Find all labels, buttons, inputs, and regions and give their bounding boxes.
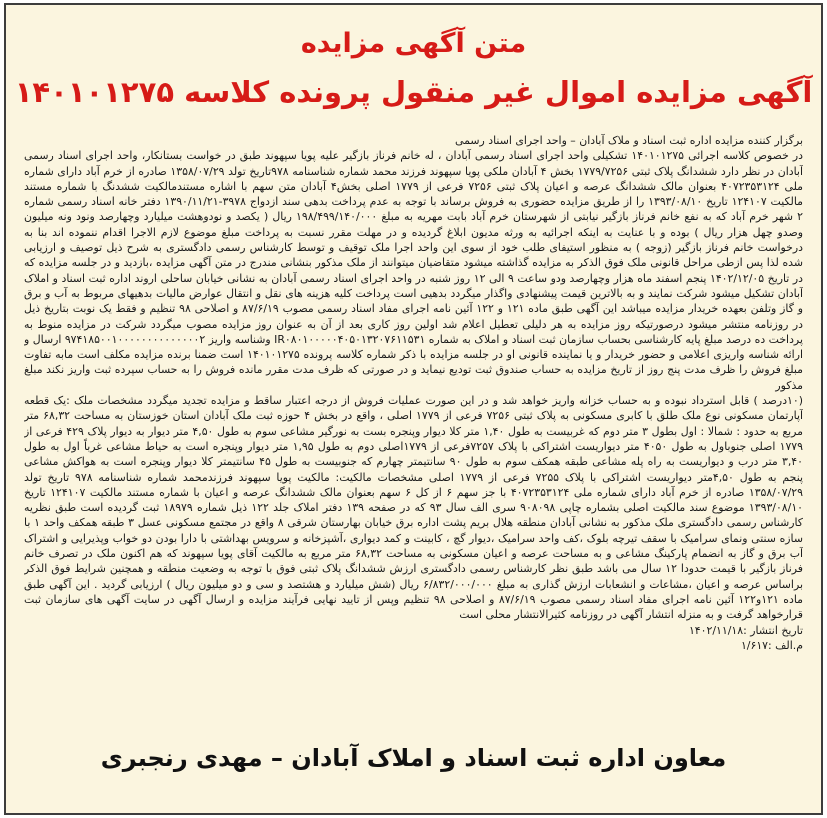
notice-title: متن آگهی مزایده [300,28,527,59]
reference-number: م.الف :۱/۶۱۷ [740,638,803,652]
body-paragraph-organizer: برگزار کننده مزایده اداره ثبت اسناد و ملاک آبادان – واحد اجرای اسناد رسمی [455,134,803,147]
notice-body [24,133,803,741]
signature-line: معاون اداره ثبت اسناد و املاک آبادان – مهدی رنجبری [100,744,727,772]
body-paragraph-main: در خصوص کلاسه اجرائی ۱۴۰۱۰۱۲۷۵ تشکیلی واحد اجرای اسناد رسمی آبادان ، له خانم فرناز بازگیر علیه پویا سپهوند طبق در خواست بستانکار، واحد اجرای اسناد رسمی آبادان در نظر دارد ششدانگ پلاک ثبتی ۱۷۷۹/۷۲۵۶ بخش ۴ آبادان ملکی پویا سپهوند فرزند محمد شماره شناسنامه ۹۷۸تاریخ تولد ۱۳۵۸/۰۷/۲۹ صادره از خرم آباد دارای شماره ملی ۴۰۷۲۳۵۳۱۲۴ بعنوان مالک ششدانگ عرصه و اعیان پلاک ثبتی ۷۲۵۶ فرعی از ۱۷۷۹ اصلی بخش۴ آبادان متن سهم با اشاره مستندمالکیت ششدنگ با شماره مستند مالکیت ۱۲۴۱۰۷ تاریخ ۱۳۹۳/۰۸/۱۰ را از طریق مزایده حضوری به فروش برساند با توجه به عدم پرداخت بدهی سند ازدواج ۳۹۷۸-۱۳۹۰/۱۱/۲۱ دفتر خانه اسناد رسمی شماره ۲ شهر خرم آباد که به نفع خانم فرناز بازگیر نیابتی از شهرستان خرم آباد بابت مهریه به مبلغ ۱۹۸/۴۹۹/۱۴۰/۰۰۰ ریال ( یکصد و نودوهشت میلیارد وچهارصد ونود ونه میلیون وصدو چهل هزار ریال ) بوده و با عنایت به اینکه اجرائیه به ورثه مدیون ابلاغ گردیده و در مهلت مقرر نسبت به پرداخت مبلغ موضوع لازم الاجرا اقدام ننموده اند بنا به درخواست خانم فرناز بازگیر (زوجه ) به منظور استیفای طلب خود از سوی این واحد اجرا ملک توقیف و توسط کارشناس رسمی دادگستری به شرح ذیل توصیف و ارزیابی شده لذا پس ازطی مراحل قانونی ملک فوق الذکر به مزایده گذاشته میشود متقاضیان میتوانند از ملک مذکور بنشانی مندرج در متن آگهی مزایده ،بازدید و در جلسه مزایده که در تاریخ ۱۴۰۲/۱۲/۰۵ پنجم اسفند ماه هزار وچهارصد ودو ساعت ۹ الی ۱۲ روز شنبه در واحد اجرای اسناد رسمی آبادان به نشانی خیابان ساحلی اروند اداره ثبت اسناد و املاک آبادان تشکیل میشود شرکت نمایند و به بالاترین قیمت پیشنهادی واگذار میگردد بدهیی است پرداخت کلیه هزینه های نقل و انتقال عوارض مالیات بدهیهای مربوط به آب و برق و گاز وتلفن بعهده خریدار مزایده میباشد این آگهی طبق ماده ۱۲۱ و ۱۲۲ آئین نامه اجرای مفاد اسناد رسمی مصوب ۸۷/۶/۱۹ و اصلاحی ۹۸ تنظیم و فقط یک نوبت بتاریخ ذیل در روزنامه منتشر میشود درصورتیکه روز مزایده به هر دلیلی تعطیل اعلام شد اولین روز کاری بعد از آن به عنوان روز مزایده مصوب میگردد شرکت در مزایده منوط به پرداخت ده درصد مبلغ پایه کارشناسی بحساب سازمان ثبت اسناد و املاک به شماره IR۰۸۰۱۰۰۰۰۰۴۰۵۰۱۳۲۰۷۶۱۱۵۳۱ وشناسه واریز ۹۷۴۱۸۵۰۰۱۰۰۰۰۰۰۰۰۰۰۰۰۰۰۲ ارسال و ارائه شناسه واریزی اعلامی و حضور خریدار و یا نماینده قانونی او در جلسه مزایده با ذکر شماره کلاسه پرونده ۱۴۰۱۰۱۲۷۵ است ضمنا برنده مزایده مکلف است مابه تفاوت مبلغ فروش را ظرف مدت پنج روز از تاریخ مزایده به حساب صندوق ثبت تودیع نیماید و در صورتی که ظرف مدت مقرر مانده فروش را به حساب سپرده ثبت واریز نکند مبلغ مذکور [24,149,803,392]
publication-date: تاریخ انتشار :۱۴۰۲/۱۱/۱۸ [688,623,803,637]
notice-subtitle: آگهی مزایده اموال غیر منقول پرونده کلاسه ۱۴۰۱۰۱۲۷۵ [14,75,813,109]
notice-frame [4,3,823,815]
body-paragraph-property: (۱۰درصد ) قابل استرداد نبوده و به حساب خزانه واریز خواهد شد و در این صورت عملیات فروش از درجه اعتبار ساقط و مزایده تجدید میگردد مشخصات ملک :یک قطعه آپارتمان مسکونی نوع ملک طلق با کابری مسکونی به پلاک ثبتی ۷۲۵۶ فرعی از ۱۷۷۹ اصلی ، واقع در بخش ۴ حوزه ثبت ملک آبادان استان خوزستان به مساحت ۶۸,۳۲ متر مربع به حدود : شمالا : اول بطول ۳ متر دوم که غربیست به طول ۱,۴۰ متر کلا دیوار وپنجره بست به نورگیر مشاعی سوم به طول ۴,۵۰ متر دیوار به دیوار پلاک ۴۲۹ فرعی از ۱۷۷۹ اصلی جنوباول به طول ۴۰۵۰ متر دیواریست اشتراکی با پلاک ۷۲۵۷فرعی از ۱۷۷۹اصلی دوم به طول ۱,۹۵ متر دیوار وپنجره است به حیاط مشاعی غرباً اول به طول ۳,۴۰ متر درب و دیواریست به راه پله مشاعی طبقه همکف سوم به طول ۹۰ سانتیمتر چهارم که جنوبیست به طول ۴۵ سانتیمتر کلا دیوار وپنجره است به هواکش مشاعی پنجم به طول ۴,۵۰متر دیواریست اشتراکی با پلاک ۷۲۵۵ فرعی از ۱۷۷۹ اصلی مشخصات مالکیت: مالکیت پویا سپهوند فرزندمحمد شماره شناسنامه ۹۷۸ تاریخ تولد ۱۳۵۸/۰۷/۲۹ صادره از خرم آباد دارای شماره ملی ۴۰۷۲۳۵۳۱۲۴ با جز سهم ۶ از کل ۶ سهم بعنوان مالک ششدانگ عرصه و اعیان با شماره مستند مالکیت ۱۲۴۱۰۷ تاریخ ۱۳۹۳/۰۸/۱۰ موضوع سند مالکیت اصلی بشماره چاپی ۹۰۸۰۹۸ سری الف سال ۹۳ که در صفحه ۱۳۹ دفتر املاک جلد ۱۲۲ ذیل شماره ۱۸۹۷۹ ثبت گردیده است طبق نظریه کارشناس رسمی دادگستری ملک مذکور به نشانی آبادان منطقه هلال بریم پشت اداره برق خیابان بهارستان شرقی ۸ واقع در مجتمع مسکونی عسل ۳ طبقه همکف واحد ۱ با سازه سنتی ونمای سرامیک با سقف تیرچه بلوک ،کف واحد سرامیک ،دیوار گچ ، کابینت و کمد دیواری ،آشپزخانه و سرویس بهداشتی با دارا بودن دو خواب وپذیرایی و اشتراک آب برق و گاز به انضمام پارکینگ مشاعی و به مساحت عرصه و اعیان مسکونی به مساحت ۶۸,۳۲ متر مربع به مالکیت آقای پویا سپهوند که هم اکنون ملک در تصرف خانم فرناز بازگیر با قیمت حدودا ۱۲ سال می باشد طبق نظر کارشناس رسمی دادگستری ارزش ششدانگ پلاک ثبتی فوق با توجه به وضعیت منطقه و همچنین شرایط فوق الذکر براساس عرصه و اعیان ،مشاعات و انشعابات ارزش گذاری به مبلغ ۶/۸۳۲/۰۰۰/۰۰۰ ریال (شش میلیارد و هشتصد و سی و دو میلیون ریال ) ارزیابی گردید . این آگهی طبق ماده ۱۲۱و۱۲۲ آئین نامه اجرای مفاد اسناد رسمی مصوب ۸۷/۶/۱۹ و اصلاحی ۹۸ تنظیم وپس از تایید نهایی فرآیند مزایده و ارسال آگهی در سایت آگهی های سازمان ثبت قرارخواهد گرفت و به منزله انتشار آگهی در روزنامه کثیرالانتشار محلی است [24,394,803,622]
